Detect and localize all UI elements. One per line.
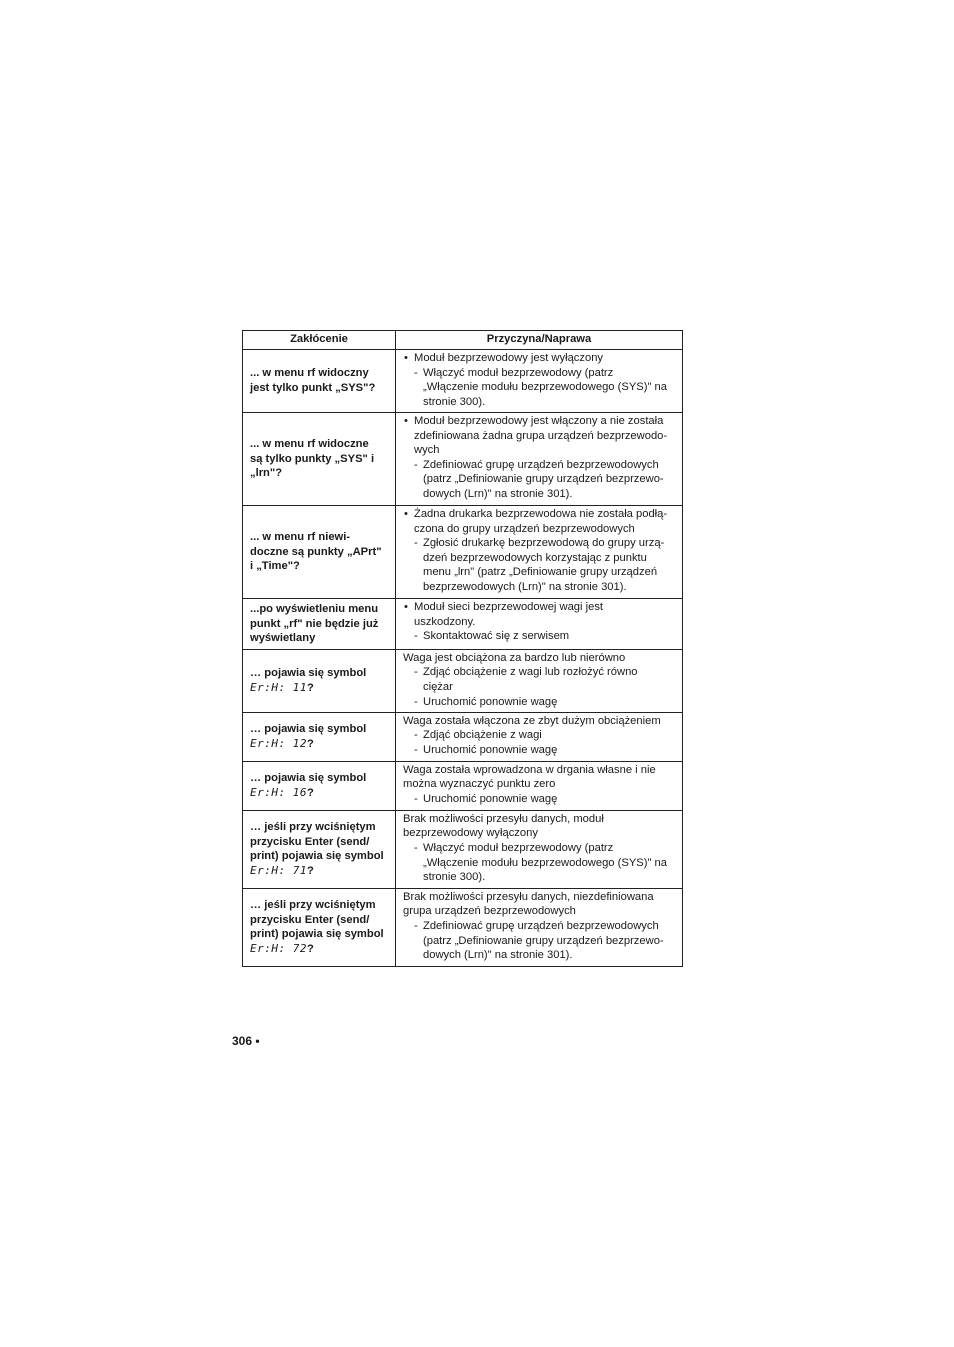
fault-line: … pojawia się symbol <box>250 723 367 736</box>
page-number: 306 • <box>232 1034 260 1048</box>
header-cause: Przyczyna/Naprawa <box>396 331 683 350</box>
fault-line: ... w menu rf widoczny <box>250 367 369 380</box>
fault-cell <box>243 712 396 761</box>
table-row <box>243 599 683 650</box>
error-code-symbol: Er:H: 71 <box>250 863 307 877</box>
cause-cell <box>396 712 683 761</box>
fault-line: ...po wyświetleniu menu <box>250 603 379 615</box>
cause-line: • Moduł sieci bezprzewodowej wagi jest <box>403 600 679 615</box>
cause-line: - Uruchomić ponownie wagę <box>403 792 679 807</box>
error-code-symbol: Er:H: 12 <box>250 736 307 750</box>
cause-line: „Włączenie modułu bezprzewodowego (SYS)" na <box>423 856 668 869</box>
cause-line: uszkodzony. <box>414 615 476 628</box>
cause-line: można wyznaczyć punktu zero <box>403 778 556 791</box>
cause-line: wych <box>414 444 440 457</box>
fault-cell <box>243 506 396 599</box>
error-code-line: Er:H: 16? <box>250 785 314 799</box>
header-fault: Zakłócenie <box>243 331 396 350</box>
fault-line: i „Time"? <box>250 560 300 573</box>
cause-line: Waga została wprowadzona w drgania własne i nie <box>403 763 656 776</box>
cause-line: - Uruchomić ponownie wagę <box>403 743 679 758</box>
cause-line: Waga została włączona ze zbyt dużym obciążeniem <box>403 714 661 727</box>
cause-line: „Włączenie modułu bezprzewodowego (SYS)" na <box>423 381 668 394</box>
fault-line: są tylko punkty „SYS" i <box>250 452 375 465</box>
cause-line: dzeń bezprzewodowych korzystając z punktu <box>423 551 647 564</box>
cause-line: • Moduł bezprzewodowy jest wyłączony <box>403 351 679 366</box>
cause-line: stronie 300). <box>423 395 486 408</box>
cause-line: zdefiniowana żadna grupa urządzeń bezprzewodo- <box>414 429 668 442</box>
error-code-symbol: Er:H: 16 <box>250 785 307 799</box>
cause-line: • Żadna drukarka bezprzewodowa nie została podłą- <box>403 507 679 522</box>
table-row <box>243 810 683 888</box>
cause-line: stronie 300). <box>423 871 486 884</box>
cause-cell <box>396 761 683 810</box>
cause-line: - Uruchomić ponownie wagę <box>403 695 679 710</box>
fault-cell <box>243 649 396 712</box>
cause-cell <box>396 810 683 888</box>
cause-line: Brak możliwości przesyłu danych, moduł <box>403 812 604 825</box>
cause-line: (patrz „Definiowanie grupy urządzeń bezprzewo- <box>423 473 664 486</box>
error-code-line: Er:H: 12? <box>250 736 314 750</box>
cause-cell <box>396 413 683 506</box>
cause-line: Waga jest obciążona za bardzo lub nierówno <box>403 651 626 664</box>
cause-line: (patrz „Definiowanie grupy urządzeń bezprzewo- <box>423 934 664 947</box>
error-code-line: Er:H: 11? <box>250 680 314 694</box>
cause-line: menu „lrn" (patrz „Definiowanie grupy urządzeń <box>423 566 658 579</box>
troubleshooting-table <box>242 330 683 967</box>
cause-line: - Zdjąć obciążenie z wagi lub rozłożyć równo <box>403 665 679 680</box>
cause-line: - Zgłosić drukarkę bezprzewodową do grupy urzą- <box>403 536 679 551</box>
fault-line: punkt „rf" nie będzie już <box>250 617 379 630</box>
fault-line: print) pojawia się symbol <box>250 928 384 941</box>
table-row <box>243 506 683 599</box>
fault-line: ... w menu rf widoczne <box>250 438 369 451</box>
cause-line: ciężar <box>423 680 453 693</box>
cause-line: - Włączyć moduł bezprzewodowy (patrz <box>403 841 679 856</box>
fault-line: „lrn"? <box>250 467 283 480</box>
cause-line: - Zdefiniować grupę urządzeń bezprzewodowych <box>403 919 679 934</box>
table-header-row <box>243 331 683 350</box>
cause-line: grupa urządzeń bezprzewodowych <box>403 905 576 918</box>
cause-line: dowych (Lrn)" na stronie 301). <box>423 487 573 500</box>
cause-line: bezprzewodowy wyłączony <box>403 827 538 840</box>
cause-line: - Włączyć moduł bezprzewodowy (patrz <box>403 366 679 381</box>
table-row <box>243 761 683 810</box>
fault-line: jest tylko punkt „SYS"? <box>250 382 376 394</box>
fault-line: wyświetlany <box>250 632 316 645</box>
fault-line: print) pojawia się symbol <box>250 850 384 863</box>
error-code-symbol: Er:H: 11 <box>250 680 307 694</box>
table-row <box>243 888 683 966</box>
fault-line: doczne są punkty „APrt" <box>250 545 382 558</box>
fault-line: … pojawia się symbol <box>250 667 367 680</box>
cause-line: - Zdjąć obciążenie z wagi <box>403 728 679 743</box>
fault-cell <box>243 810 396 888</box>
cause-cell <box>396 888 683 966</box>
table-row <box>243 712 683 761</box>
cause-cell <box>396 506 683 599</box>
fault-cell <box>243 413 396 506</box>
table-row <box>243 649 683 712</box>
fault-line: … jeśli przy wciśniętym <box>250 821 376 834</box>
error-code-symbol: Er:H: 72 <box>250 941 307 955</box>
table-body <box>243 350 683 967</box>
cause-line: - Zdefiniować grupę urządzeń bezprzewodowych <box>403 458 679 473</box>
cause-line: • Moduł bezprzewodowy jest włączony a nie została <box>403 414 679 429</box>
cause-line: - Skontaktować się z serwisem <box>403 629 679 644</box>
fault-cell <box>243 350 396 413</box>
cause-cell <box>396 649 683 712</box>
fault-line: przycisku Enter (send/ <box>250 913 370 926</box>
cause-line: czona do grupy urządzeń bezprzewodowych <box>414 522 635 535</box>
fault-line: … pojawia się symbol <box>250 772 367 785</box>
cause-line: dowych (Lrn)" na stronie 301). <box>423 949 573 962</box>
fault-line: przycisku Enter (send/ <box>250 835 370 848</box>
error-code-line: Er:H: 72? <box>250 941 314 955</box>
cause-cell <box>396 599 683 650</box>
fault-cell <box>243 599 396 650</box>
fault-line: ... w menu rf niewi- <box>250 531 351 544</box>
table-row <box>243 350 683 413</box>
table-row <box>243 413 683 506</box>
cause-line: bezprzewodowych (Lrn)" na stronie 301). <box>423 580 627 593</box>
cause-line: Brak możliwości przesyłu danych, niezdefiniowana <box>403 890 654 903</box>
cause-cell <box>396 350 683 413</box>
error-code-line: Er:H: 71? <box>250 863 314 877</box>
fault-cell <box>243 888 396 966</box>
fault-cell <box>243 761 396 810</box>
fault-line: … jeśli przy wciśniętym <box>250 899 376 912</box>
